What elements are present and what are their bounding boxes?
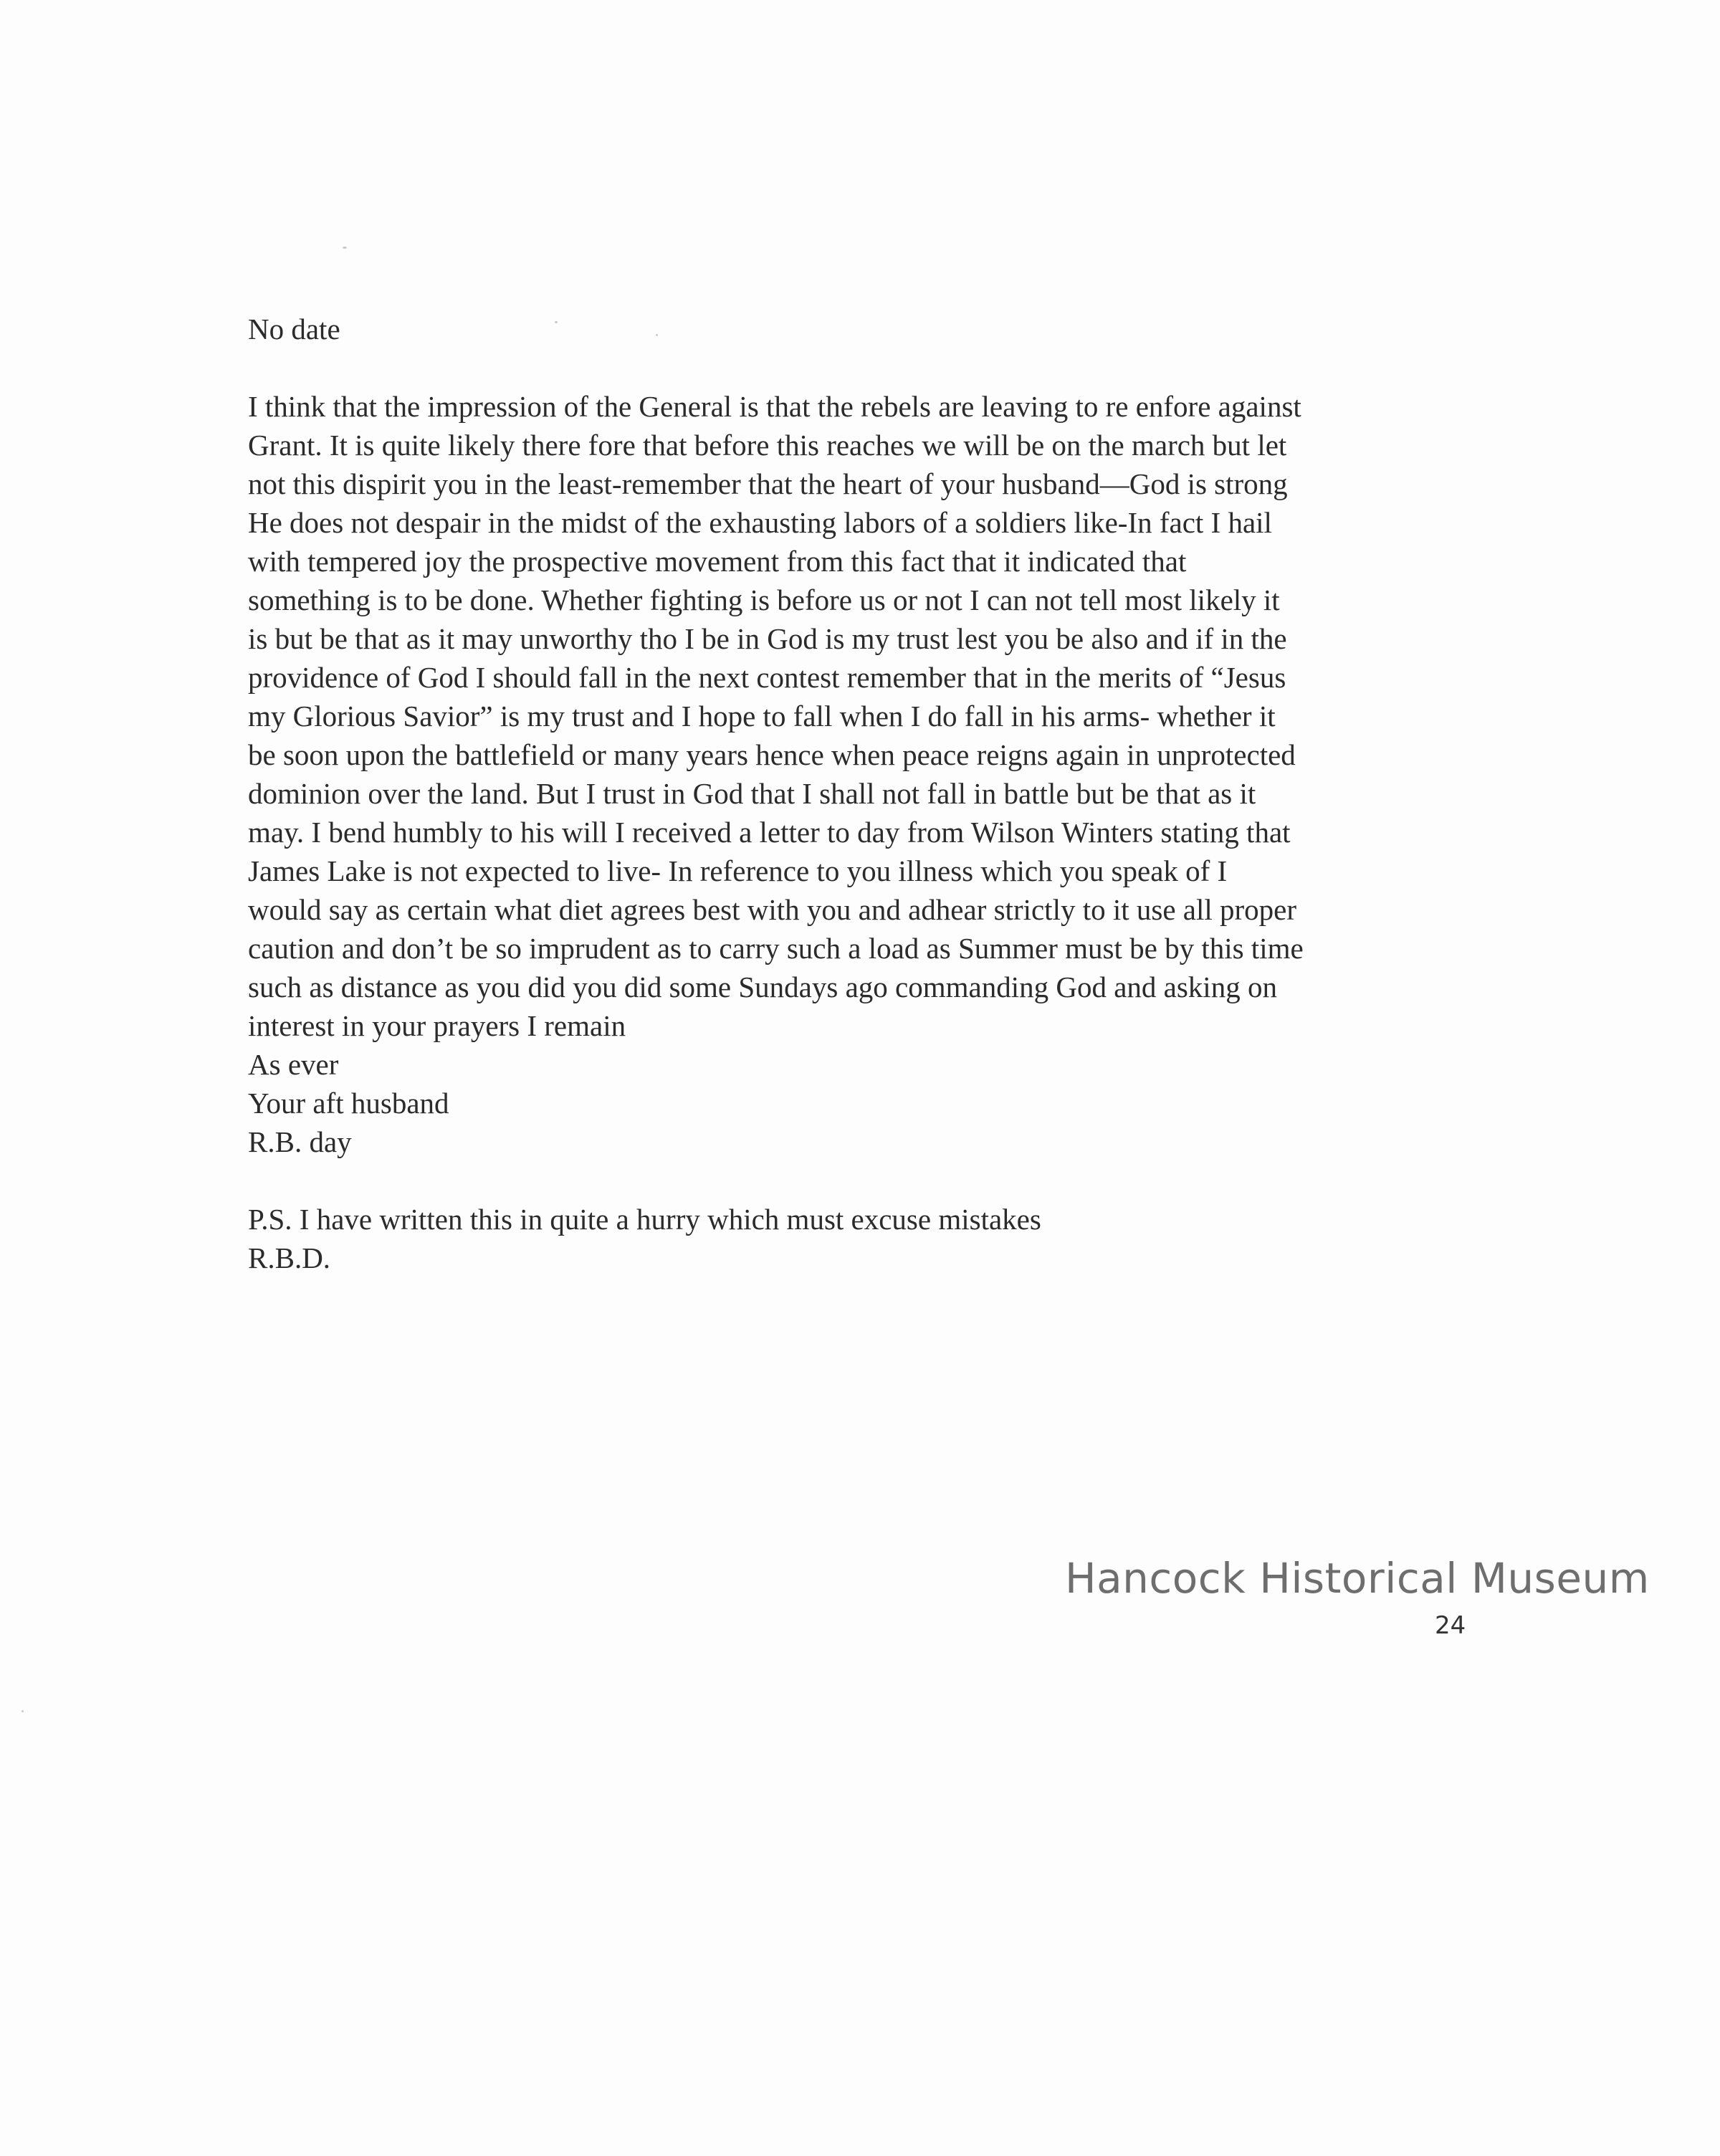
body-line: such as distance as you did you did some Sundays ago commanding God and asking on: [248, 970, 1277, 1003]
museum-watermark: Hancock Historical Museum: [1065, 1554, 1650, 1603]
signature-line: R.B. day: [248, 1125, 352, 1158]
body-line: is but be that as it may unworthy tho I be in God is my trust lest you be also and if in the: [248, 622, 1287, 655]
body-line: something is to be done. Whether fighting is before us or not I can not tell most likely it: [248, 583, 1280, 616]
postscript-line: P.S. I have written this in quite a hurry which must excuse mistakes: [248, 1203, 1041, 1236]
body-line: I think that the impression of the General is that the rebels are leaving to re enfore against: [248, 390, 1301, 423]
body-line: may. I bend humbly to his will I received a letter to day from Wilson Winters stating that: [248, 816, 1291, 849]
body-line: caution and don’t be so imprudent as to carry such a load as Summer must be by this time: [248, 932, 1304, 965]
letter-closing: [248, 1045, 1481, 1161]
body-line: would say as certain what diet agrees best with you and adhear strictly to it use all proper: [248, 893, 1297, 926]
body-line: interest in your prayers I remain: [248, 1009, 626, 1042]
body-line: He does not despair in the midst of the exhausting labors of a soldiers like-In fact I hail: [248, 506, 1272, 539]
body-line: James Lake is not expected to live- In reference to you illness which you speak of I: [248, 854, 1228, 887]
letter-text: [248, 310, 1481, 1277]
scan-speck: [343, 247, 347, 249]
body-line: be soon upon the battlefield or many years hence when peace reigns again in unprotected: [248, 738, 1296, 771]
body-line: my Glorious Savior” is my trust and I hope to fall when I do fall in his arms- whether it: [248, 700, 1276, 733]
body-line: with tempered joy the prospective movement from this fact that it indicated that: [248, 545, 1187, 578]
body-line: Grant. It is quite likely there fore that before this reaches we will be on the march but let: [248, 429, 1287, 462]
body-line: not this dispirit you in the least-remember that the heart of your husband—God is strong: [248, 467, 1288, 500]
page-number: 24: [1435, 1611, 1466, 1640]
body-line: dominion over the land. But I trust in God that I shall not fall in battle but be that as it: [248, 777, 1256, 810]
letter-date: No date: [248, 313, 340, 345]
letter-body: [248, 387, 1481, 1045]
closing-line: As ever: [248, 1048, 339, 1081]
closing-line: Your aft husband: [248, 1087, 449, 1120]
letter-postscript: [248, 1200, 1481, 1277]
postscript-initials: R.B.D.: [248, 1241, 331, 1274]
scan-speck: [22, 1710, 24, 1712]
body-line: providence of God I should fall in the next contest remember that in the merits of “Jesus: [248, 661, 1286, 694]
